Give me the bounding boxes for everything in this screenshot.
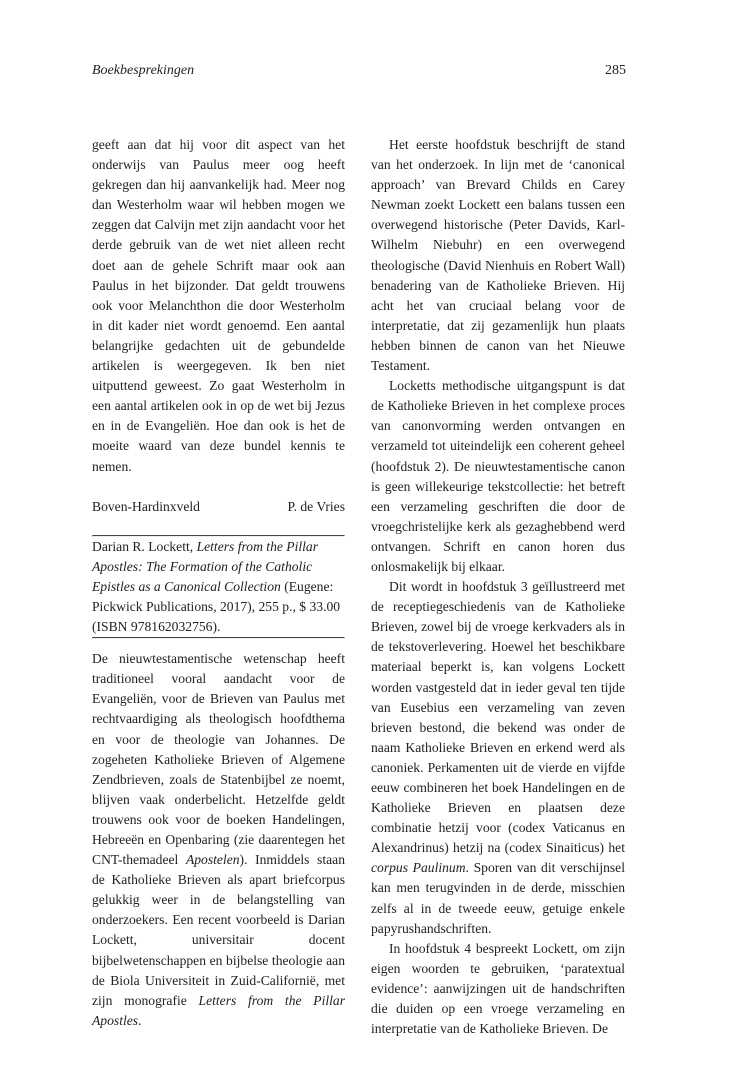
italic-run: Apostelen <box>185 852 240 868</box>
text-run: . <box>138 1012 142 1028</box>
review-signoff <box>92 497 345 517</box>
book-citation <box>92 537 345 637</box>
divider-bottom <box>92 637 345 639</box>
previous-review-ending: geeft aan dat hij voor dit aspect van het onderwijs van Paulus meer oog heeft gekregen dan hij aanvankelijk had. Meer nog dan Westerholm waar wil hebben mogen we zeggen dat Calvijn met zijn aandacht voor het derde gebruik van de wet niet alleen recht doet aan de gehele Schrift maar ook aan Paulus in het bijzonder. Dat geldt trouwens ook voor Melanchthon die door Westerholm in dit kader niet wordt genoemd. Een aantal belangrijke gedachten uit de gebundelde artikelen is weergegeven. Ik ben niet uitputtend geweest. Zo gaat Westerholm in een aantal artikelen ook in op de wet bij Jezus en in de Evangeliën. Hoe dan ook is het de moeite waard van deze bundel kennis te nemen. <box>92 137 345 474</box>
page-number: 285 <box>605 63 626 78</box>
review-paragraph-5: In hoofdstuk 4 bespreekt Lockett, om zijn eigen woorden te gebruiken, ‘paratextual evidence’: aanwijzingen uit de handschriften die duiden op een vroege verzameling en interpretatie van de Katholieke Brieven. De <box>371 940 625 1037</box>
text-run: ). Inmiddels staan de Katholieke Brieven als apart briefcorpus gelukkig weer in de belangstelling van onderzoekers. Een recent voorbeeld is Darian Lockett, universitair docent bijbelwetenschappen en bijbelse theologie aan de Biola Universiteit in Zuid-Californië, met zijn monografie <box>92 852 345 1008</box>
italic-run: Letters from the Pillar Apostles <box>92 992 345 1028</box>
book-title: Letters from the Pillar Apostles: The Formation of the Catholic Epistles as a Canonical Collection <box>92 538 319 594</box>
running-header <box>92 63 626 83</box>
signoff-place: Boven-Hardinxveld <box>92 498 200 514</box>
signoff-author: P. de Vries <box>287 498 345 514</box>
right-column <box>371 135 625 1039</box>
text-run: De nieuwtestamentische wetenschap heeft traditioneel vooral aandacht voor de Evangeliën, voor de Brieven van Paulus met rechtvaardiging als theologisch hoofdthema en voor de theologie van Johannes. De zogeheten Katholieke Brieven of Algemene Zendbrieven, zoals de Statenbijbel ze noemt, blijven vaak onderbelicht. Hetzelfde geldt trouwens ook voor de boeken Handelingen, Hebreeën en Openbaring (zie daarentegen het CNT-themadeel <box>92 651 345 868</box>
book-author: Darian R. Lockett, <box>92 538 197 554</box>
italic-run: corpus Paulinum <box>371 860 466 876</box>
book-details: (Eugene: Pickwick Publications, 2017), 255 p., $ 33.00 (ISBN 978162032756). <box>92 578 341 635</box>
review-paragraph-3: Locketts methodische uitgangspunt is dat de Katholieke Brieven in het complexe proces van canonvorming werden ontvangen en verzameld tot uiteindelijk een coherent geheel (hoofdstuk 2). De nieuwtestamentische canon is geen willekeurige tekstcollectie: het betreft een verzameling geschriften die door de vroegchristelijke kerk als gezaghebbend werd ontvangen. Schrift en canon horen dus onlosmakelijk bij elkaar. <box>371 378 625 574</box>
review-paragraph-4 <box>371 577 625 939</box>
text-run: Dit wordt in hoofdstuk 3 geïllustreerd met de receptiegeschiedenis van de Katholieke Brieven, zowel bij de vroege kerkvaders als in de tekstoverlevering. Hoewel het beschikbare materiaal beperkt is, kan volgens Lockett worden vastgesteld dat in ieder geval ten tijde van Eusebius een verzameling van zeven brieven bestond, die bekend was onder de naam Katholieke Brieven en erkend werd als canoniek. Perkamenten uit de vierde en vijfde eeuw combineren het boek Handelingen en de Katholieke Brieven en plaatsen deze combinatie hetzij voor (codex Vaticanus en Alexandrinus) hetzij na (codex Sinaiticus) het <box>371 579 625 856</box>
review-paragraph-2: Het eerste hoofdstuk beschrijft de stand van het onderzoek. In lijn met de ‘canonical approach’ van Brevard Childs en Carey Newman zoekt Lockett een balans tussen een overwegend historische (Peter Davids, Karl-Wilhelm Niebuhr) en een overwegend theologische (David Nienhuis en Robert Wall) benadering van de Katholieke Brieven. Hij acht het van cruciaal belang voor de interpretatie, dat zij gezamenlijk hun plaats hebben binnen de canon van het Nieuwe Testament. <box>371 137 625 374</box>
left-column <box>92 135 345 1031</box>
review-paragraph-1 <box>92 649 345 1031</box>
journal-section-title: Boekbesprekingen <box>92 63 195 78</box>
text-run: . Sporen van dit verschijnsel kan men terugvinden in de derde, misschien zelfs al in de tweede eeuw, getuige enkele papyrushandschriften. <box>371 860 625 936</box>
